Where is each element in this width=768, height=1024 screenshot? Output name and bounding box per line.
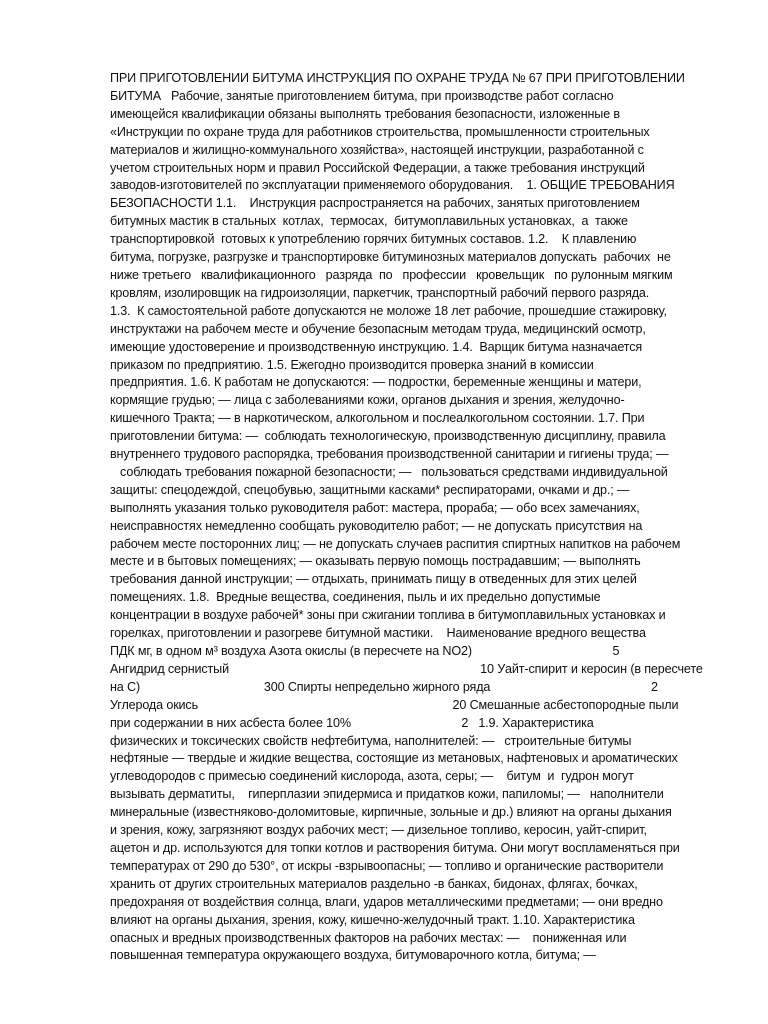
text-line: хранить от других строительных материалов раздельно -в банках, бидонах, флягах, бочках, [110,876,638,891]
text-line: защиты: спецодеждой, спецобувью, защитными касками* респираторами, очками и др.; — [110,482,630,497]
text-line: горелках, приготовлении и разогреве битумной мастики. Наименование вредного вещества [110,626,646,641]
text-line: нефтяные — твердые и жидкие вещества, состоящие из метановых, нафтеновых и ароматических [110,751,678,766]
text-line: кровлям, изолировщик на гидроизоляции, паркетчик, транспортный рабочий первого разряда. [110,285,650,300]
document-body [110,70,710,965]
text-line: имеющейся квалификации обязаны выполнять требования безопасности, изложенные в [110,106,620,121]
text-line: кишечного Тракта; — в наркотическом, алкогольном и послеалкогольном состоянии. 1.7. При [110,411,645,426]
text-line: минеральные (известняково-доломитовые, кирпичные, зольные и др.) влияют на органы дыхания [110,805,672,820]
text-line: ПРИ ПРИГОТОВЛЕНИИ БИТУМА ИНСТРУКЦИЯ ПО ОХРАНЕ ТРУДА № 67 ПРИ ПРИГОТОВЛЕНИИ [110,71,685,85]
text-line: Ангидрид сернистый 10 Уайт-спирит и керосин (в пересчете [110,661,703,676]
text-line: битума, погрузке, разгрузке и транспортировке битуминозных материалов допускать рабочих не [110,250,671,265]
text-line: ниже третьего квалификационного разряда по профессии кровельщик по рулонным мягким [110,267,673,282]
text-line: физических и токсических свойств нефтебитума, наполнителей: — строительные битумы [110,733,632,748]
text-line: инструктажи на рабочем месте и обучение безопасным методам труда, медицинский осмотр, [110,321,646,336]
text-line: приготовлении битума: — соблюдать технологическую, производственную дисциплину, правила [110,429,666,444]
text-line: Углерода окись 20 Смешанные асбестопородные пыли [110,697,679,712]
text-line: вызывать дерматиты, гиперплазии эпидермиса и придатков кожи, папиломы; — наполнители [110,787,664,802]
text-line: и зрения, кожу, загрязняют воздух рабочих мест; — дизельное топливо, керосин, уайт-спирит, [110,823,647,838]
text-line: БЕЗОПАСНОСТИ 1.1. Инструкция распространяется на рабочих, занятых приготовлением [110,196,640,211]
text-line: концентрации в воздухе рабочей* зоны при сжигании топлива в битумоплавильных установках и [110,608,666,623]
text-line: внутреннего трудового распорядка, требования производственной санитарии и гигиены труда; — [110,447,669,462]
text-line: ПДК мг, в одном м³ воздуха Азота окислы (в пересчете на NO2) 5 [110,644,620,658]
text-line: учетом строительных норм и правил Российской Федерации, а также требования инструкций [110,160,645,175]
text-line: материалов и жилищно-коммунального хозяйства», настоящей инструкции, разработанной с [110,142,644,157]
text-line: требования данной инструкции; — отдыхать, принимать пищу в отведенных для этих целей [110,572,637,587]
text-line: помещениях. 1.8. Вредные вещества, соединения, пыль и их предельно допустимые [110,590,601,605]
text-line: соблюдать требования пожарной безопасности; — пользоваться средствами индивидуальной [110,464,668,479]
text-line: ацетон и др. используются для топки котлов и растворения битума. Они могут воспламеняться при [110,840,680,855]
text-line: имеющие удостоверение и производственную инструкцию. 1.4. Варщик битума назначается [110,339,643,354]
text-line: предприятия. 1.6. К работам не допускаются: — подростки, беременные женщины и матери, [110,375,642,390]
text-line: кормящие грудью; — лица с заболеваниями кожи, органов дыхания и зрения, желудочно- [110,393,625,408]
text-line: температурах от 290 до 530°, от искры -взрывоопасны; — топливо и органические растворители [110,858,664,873]
text-line: битумных мастик в стальных котлах, термосах, битумоплавильных установках, а также [110,214,628,229]
text-line: на С) 300 Спирты непредельно жирного ряда 2 [110,679,658,694]
text-line: приказом по предприятию. 1.5. Ежегодно производится проверка знаний в комиссии [110,357,594,372]
text-line: повышенная температура окружающего воздуха, битумоварочного котла, битума; — [110,948,596,963]
text-line: БИТУМА Рабочие, занятые приготовлением битума, при производстве работ согласно [110,88,614,103]
text-line: при содержании в них асбеста более 10% 2 1.9. Характеристика [110,715,594,730]
text-line: предохраняя от воздействия солнца, влаги, ударов металлическими предметами; — они вредно [110,894,663,909]
text-line: транспортировкой готовых к употреблению горячих битумных составов. 1.2. К плавлению [110,232,637,247]
text-line: неисправностях немедленно сообщать руководителю работ; — не допускать присутствия на [110,518,643,533]
text-line: «Инструкции по охране труда для работников строительства, промышленности строительных [110,124,650,139]
text-line: углеводородов с примесью соединений кислорода, азота, серы; — битум и гудрон могут [110,769,634,784]
text-line: заводов-изготовителей по эксплуатации применяемого оборудования. 1. ОБЩИЕ ТРЕБОВАНИЯ [110,178,675,193]
text-line: 1.3. К самостоятельной работе допускаются не моложе 18 лет рабочие, прошедшие стажировку, [110,303,667,318]
text-line: выполнять указания только руководителя работ: мастера, прораба; — обо всех замечаниях, [110,500,640,515]
text-line: влияют на органы дыхания, зрения, кожу, кишечно-желудочный тракт. 1.10. Характеристика [110,912,635,927]
text-line: опасных и вредных производственных факторов на рабочих местах: — пониженная или [110,930,627,945]
text-line: месте и в бытовых помещениях; — оказывать первую помощь пострадавшим; — выполнять [110,554,641,569]
text-line: рабочем месте посторонних лиц; — не допускать случаев распития спиртных напитков на рабочем [110,536,681,551]
